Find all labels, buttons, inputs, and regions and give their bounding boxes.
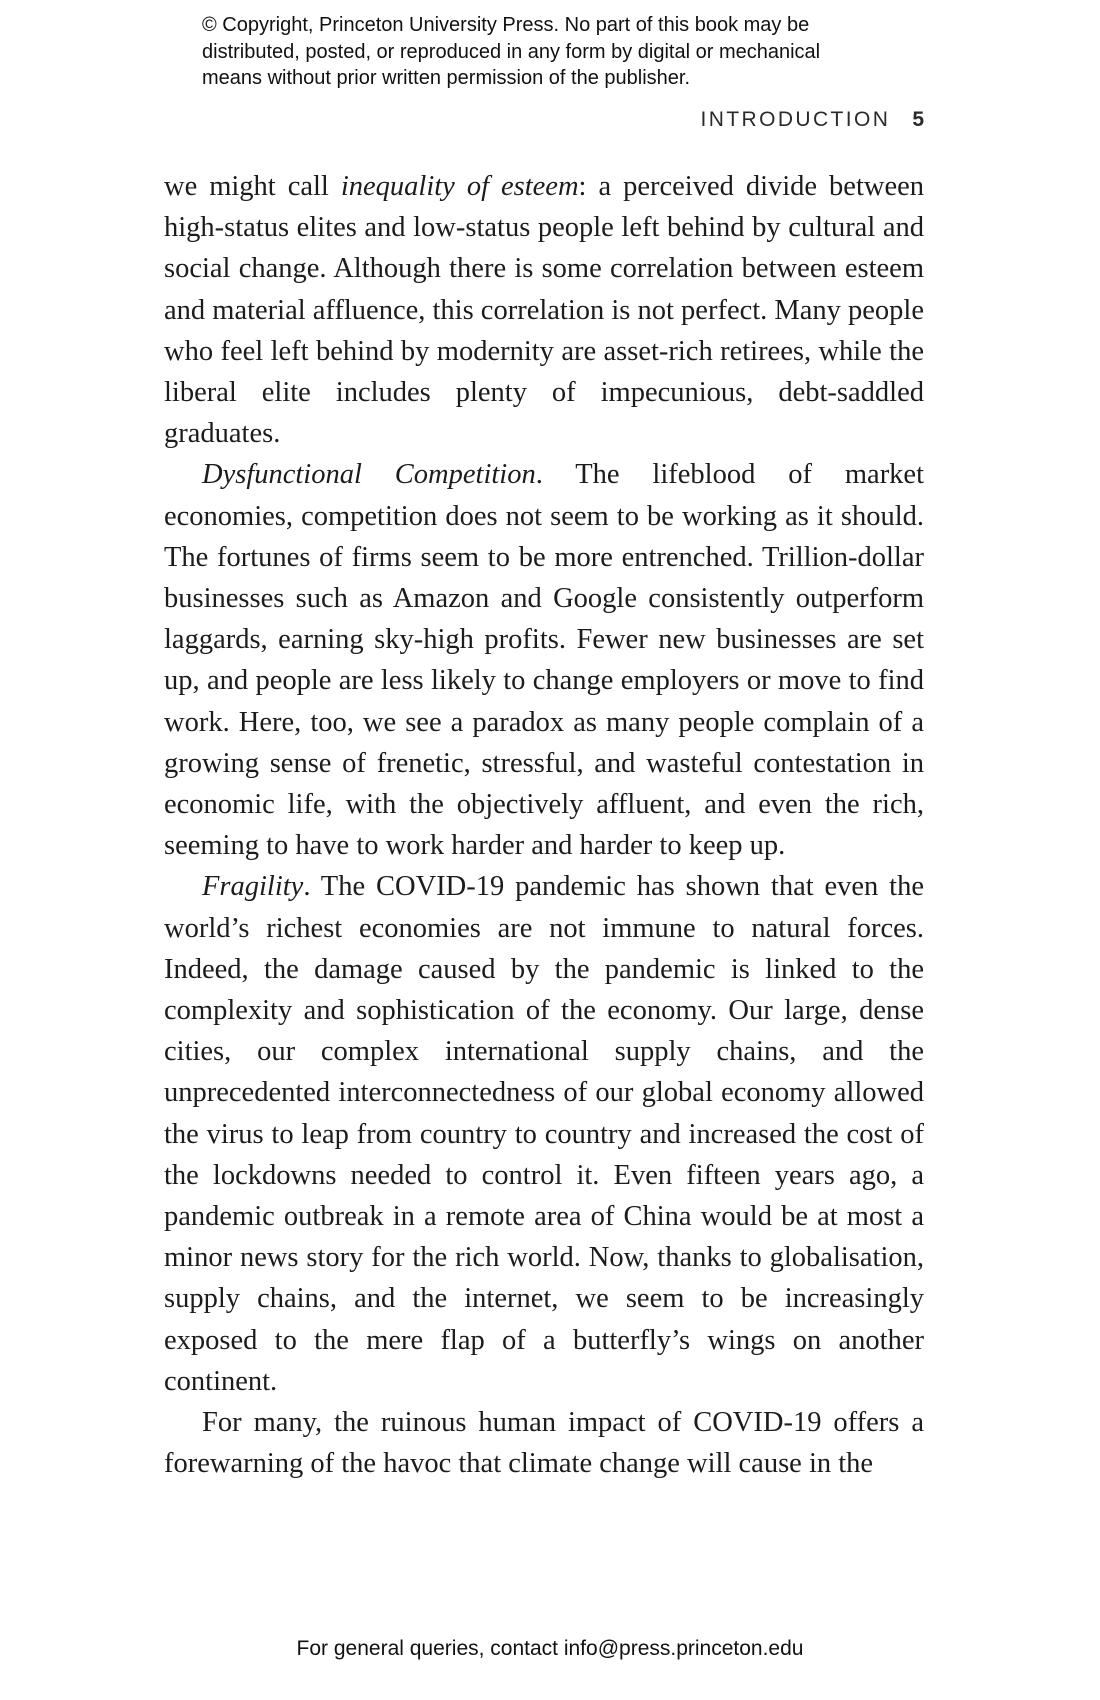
copyright-notice xyxy=(202,12,982,92)
page-number: 5 xyxy=(912,108,924,131)
footer-contact: For general queries, contact info@press.princeton.edu xyxy=(296,1637,804,1660)
copyright-line: distributed, posted, or reproduced in any form by digital or mechanical xyxy=(202,40,821,63)
section-title: INTRODUCTION xyxy=(700,108,891,131)
paragraph: we might call inequality of esteem: a perceived divide between high-status elites and low-status people left behind by cultural and social change. Although there is some correlation between esteem and material affluence, this correlation is not perfect. Many people who feel left behind by modernity are asset-rich retirees, while the liberal elite includes plenty of impecunious, debt-saddled graduates. xyxy=(164,171,925,450)
paragraph: For many, the ruinous human impact of COVID-19 offers a forewarning of the havoc that climate change will cause in the xyxy=(164,1407,924,1480)
running-head xyxy=(701,108,924,132)
copyright-line: means without prior written permission of the publisher. xyxy=(202,67,691,89)
paragraph: Fragility. The COVID-19 pandemic has shown that even the world’s richest economies are not immune to natural forces. Indeed, the damage caused by the pandemic is linked to the complexity and sophistication of the economy. Our large, dense cities, our complex international supply chains, and the unprecedented interconnectedness of our global economy allowed the virus to leap from country to country and increased the cost of the lockdowns needed to control it. Even fifteen years ago, a pandemic outbreak in a remote area of China would be at most a minor news story for the rich world. Now, thanks to globalisation, supply chains, and the internet, we seem to be increasingly exposed to the mere flap of a butterfly’s wings on another continent. xyxy=(164,871,924,1397)
emphasis: inequality of esteem xyxy=(340,171,579,202)
copyright-line: © Copyright, Princeton University Press. No part of this book may be xyxy=(202,14,810,36)
paragraph-heading: Dysfunctional Competition xyxy=(202,459,536,491)
body-text xyxy=(164,166,924,1485)
paragraph: Dysfunctional Competition. The lifeblood of market economies, competition does not seem to be working as it should. The fortunes of firms seem to be more entrenched. Trillion-dollar businesses such as Amazon and Google consistently outperform laggards, earning sky-high profits. Fewer new businesses are set up, and people are less likely to change employers or move to find work. Here, too, we see a paradox as many people complain of a growing sense of frenetic, stressful, and wasteful contestation in economic life, with the objectively affluent, and even the rich, seeming to have to work harder and harder to keep up. xyxy=(164,459,924,862)
paragraph-heading: Fragility xyxy=(202,871,304,903)
